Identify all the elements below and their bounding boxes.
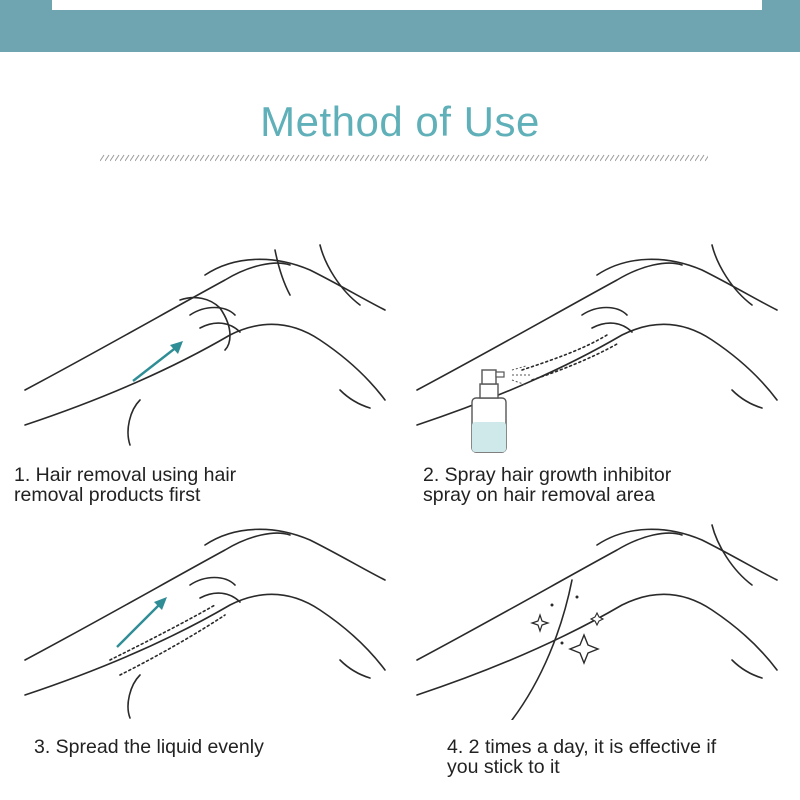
arrow-icon — [128, 336, 188, 386]
dashed-divider — [100, 154, 708, 162]
sparkle-icon — [522, 585, 622, 665]
step-4-caption: 4. 2 times a day, it is effective if you stick to it — [447, 736, 717, 778]
page-title: Method of Use — [260, 98, 540, 145]
step-4-illustration — [412, 520, 782, 720]
step-2-caption: 2. Spray hair growth inhibitor spray on hair removal area — [423, 464, 672, 506]
step-1-caption: 1. Hair removal using hair removal products first — [14, 464, 237, 506]
step-3-illustration — [20, 520, 390, 720]
top-card — [52, 0, 762, 10]
step-1-illustration — [20, 240, 390, 450]
step-2-illustration — [412, 240, 782, 450]
spray-bottle-icon — [464, 360, 544, 455]
step-3-caption: 3. Spread the liquid evenly — [34, 736, 264, 758]
arrow-icon — [112, 592, 172, 652]
